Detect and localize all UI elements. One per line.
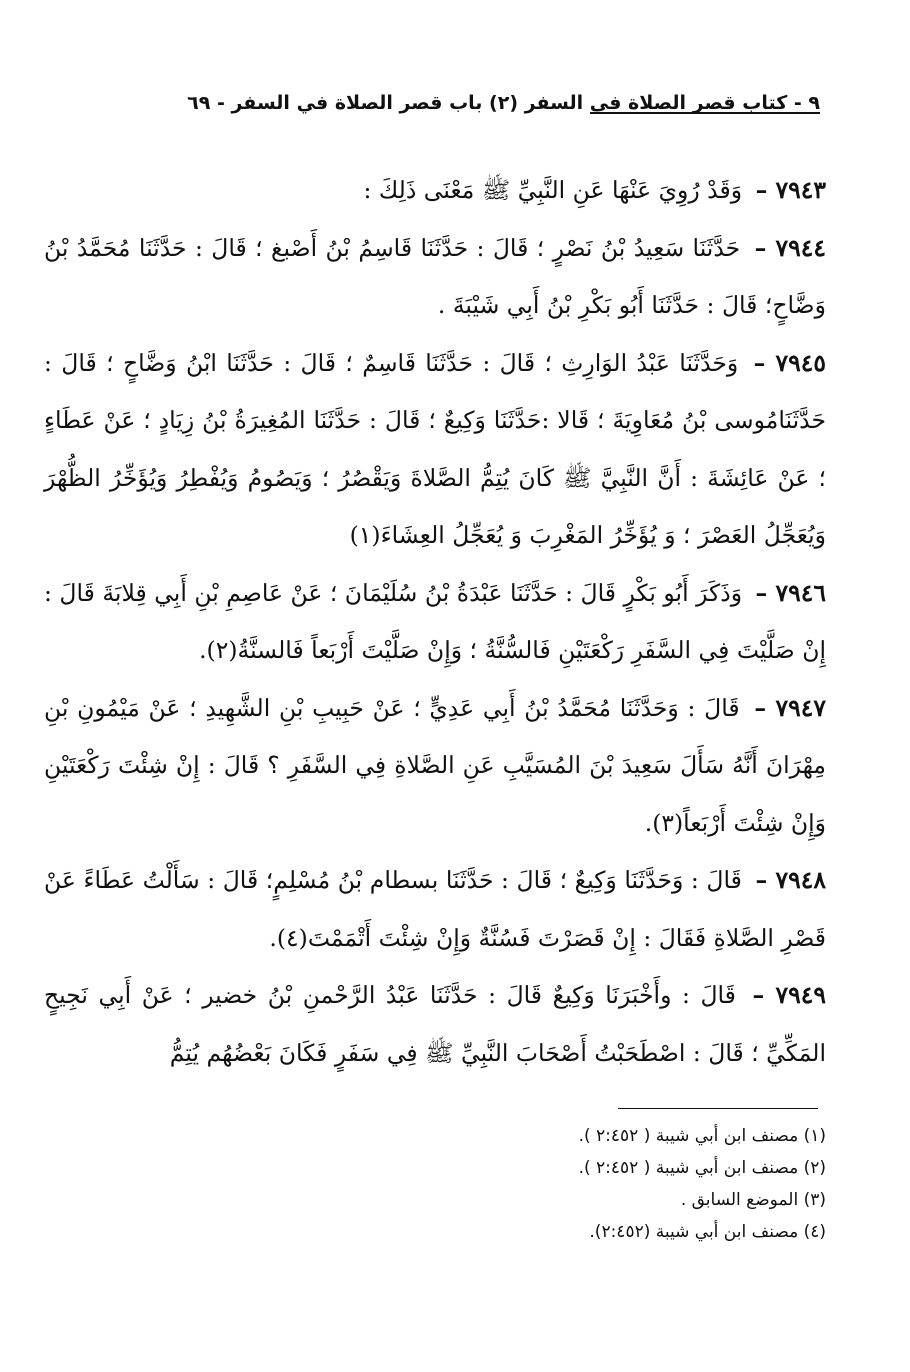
hadith-7944 [44,220,826,335]
footnote-1: (١) مصنف ابن أبي شيبة ( ٢:٤٥٢ ). [578,1126,826,1146]
hadith-number: ٧٩٤٩ – [752,981,826,1009]
hadith-7949 [44,967,826,1082]
header-rule [590,112,820,114]
hadith-number: ٧٩٤٦ – [755,578,826,607]
footnote-3: (٣) الموضع السابق . [680,1190,826,1210]
hadith-text: قَالَ : وأَخْبَرَنَا وَكِيعٌ قَالَ : حَدَّثَنَا عَبْدُ الرَّحْمنِ بْنُ خضير ؛ عَنْ أَبِي نَجِيحٍ المَكِّيِّ ؛ قَالَ : اصْطَحَبْتُ أَصْحَابَ النَّبِيِّ ﷺ فِي سَفَرٍ فَكَانَ بَعْضُهُم يُتِمُّ [44,981,826,1067]
hadith-text: وَذَكَرَ أَبُو بَكْرٍ قَالَ : حَدَّثَنَا عَبْدَةُ بْنُ سُلَيْمَانَ ؛ عَنْ عَاصِمِ بْنِ أَبِي قِلابَةَ قَالَ : إِنْ صَلَّيْتَ فِي السَّفَرِ رَكْعَتَيْنِ فَالسُّنَّةُ ؛ وَإِنْ صَلَّيْتَ أَرْبَعاً فَالسنَّةُ(٢). [44,578,826,664]
hadith-7945 [44,335,826,565]
hadith-text: وَحَدَّثَنَا عَبْدُ الوَارِثِ ؛ قَالَ : حَدَّثَنَا قَاسِمٌ ؛ قَالَ : حَدَّثَنَا ابْنُ وَضَّاحٍ ؛ قَالَ : حَدَّثَنَامُوسى بْنُ مُعَاوِيَةَ ؛ قَالا :حَدَّثَنَا وَكِيعٌ ؛ قَالَ : حَدَّثَنَا المُغِيرَةُ بْنُ زِيَادٍ ؛ عَنْ عَطَاءٍ ؛ عَنْ عَائِشَةَ : أَنَّ النَّبِيَّ ﷺ كَانَ يُتِمُّ الصَّلاةَ وَيَقْصُرُ ؛ وَيَصُومُ وَيُفْطِرُ وَيُؤَخِّرُ الظُّهْرَ وَيُعَجِّلُ العَصْرَ ؛ وَ يُؤَخِّرُ المَغْرِبَ وَ يُعَجِّلُ العِشَاءَ(١) [44,348,826,549]
hadith-number: ٧٩٤٤ – [754,233,826,262]
hadith-number: ٧٩٤٧ – [754,693,826,722]
hadith-text: قَالَ : وَحَدَّثَنَا وَكِيعٌ ؛ قَالَ : حَدَّثَنَا بسطام بْنُ مُسْلِمٍ؛ قَالَ : سَأَلْتُ عَطَاءً عَنْ قَصْرِ الصَّلاةِ فَقَالَ : إِنْ قَصَرْتَ فَسُنَّةٌ وَإِنْ شِئْتَ أَتْمَمْتَ(٤). [44,866,826,952]
hadith-text: وَقَدْ رُوِيَ عَنْهَا عَنِ النَّبِيِّ ﷺ مَعْنَى ذَلِكَ : [363,176,743,204]
footnote-4: (٤) مصنف ابن أبي شيبة (٢:٤٥٢). [589,1222,826,1242]
hadith-7948 [44,852,826,967]
hadith-7943 [44,162,826,220]
hadith-number: ٧٩٤٨ – [755,866,826,894]
running-header: ٩ - كتاب قصر الصلاة في السفر (٢) باب قصر الصلاة في السفر - ٦٩ [187,92,820,114]
hadith-text: حَدَّثَنَا سَعِيدُ بْنُ نَصْرٍ ؛ قَالَ : حَدَّثَنَا قَاسِمُ بْنُ أَصْبغ ؛ قَالَ : حَدَّثَنَا مُحَمَّدُ بْنُ وَضَّاحٍ؛ قَالَ : حَدَّثَنَا أَبُو بَكْرِ بْنُ أَبِي شَيْبَةَ . [44,233,826,319]
footnotes [44,1120,826,1248]
hadith-number: ٧٩٤٣ – [755,176,826,204]
hadith-7947 [44,680,826,853]
hadith-number: ٧٩٤٥ – [753,348,826,377]
hadith-text: قَالَ : وَحَدَّثَنَا مُحَمَّدُ بْنُ أَبِي عَدِيٍّ ؛ عَنْ حَبِيبِ بْنِ الشَّهِيدِ ؛ عَنْ مَيْمُونِ بْنِ مِهْرَانَ أَنَّهُ سَأَلَ سَعِيدَ بْنَ المُسَيَّبِ عَنِ الصَّلاةِ فِي السَّفَرِ ؟ قَالَ : إِنْ شِئْتَ رَكْعَتَيْنِ وَإِنْ شِئْتَ أَرْبَعاً(٣). [44,693,826,837]
main-text [44,162,826,1082]
footnote-rule [618,1108,818,1109]
hadith-7946 [44,565,826,680]
footnote-2: (٢) مصنف ابن أبي شيبة ( ٢:٤٥٢ ). [578,1158,826,1178]
